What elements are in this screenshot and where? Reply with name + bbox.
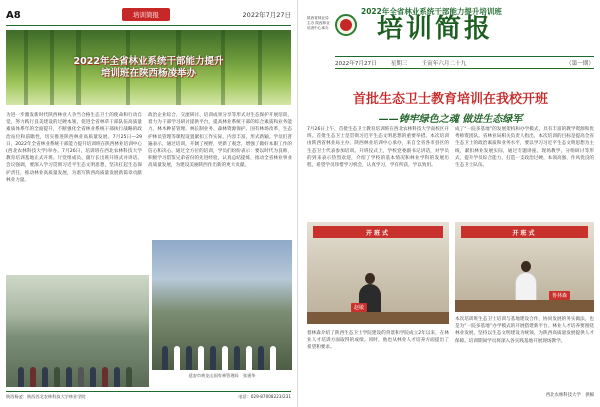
event-banner: 开班式 (461, 226, 588, 238)
issue-info-bar (335, 56, 594, 69)
left-page-footer (6, 391, 291, 401)
banner-title: 2022年全省林业系统干部能力提升 培训班在陕西杨凌举办 (73, 56, 224, 79)
org-title: 2022年全省林业系统干部能力提升培训班 (361, 7, 502, 16)
nameplate: 赵敏 (351, 303, 367, 312)
header-date: 2022年7月27日 (242, 11, 291, 19)
photo-caption: 延安市黄龙山国有林管理局 张建华 (188, 373, 256, 378)
issue-number: （第一期） (566, 60, 594, 67)
article-column-1: 7月26日上午，首批生态卫士教育培训班在西北农林科技大学南校区开班。首批生态卫士是贯彻习近平生态文明思想的重要举措。本次培训由陕西省林业局主办，陕西林业培训中心承办，来自全省各市县区的生态卫士代表参加培训。开班仪式上，学校党委副书记讲话，对学员的到来表示热烈欢迎，介绍了学校的基本情况和林业学科的发展历程，希望学员珍惜学习机会，认真学习，学有所获，学以致用。 (307, 127, 449, 169)
section-badge: 培训简报 (122, 8, 170, 21)
masthead-title: 培训简报 (377, 14, 494, 44)
subheadline: ——铸牢绿色之魂 做进生态绿军 (378, 114, 523, 125)
issue-weekday: 星期三 (390, 60, 408, 67)
headline: 首批生态卫士教育培训在我校开班 (352, 92, 548, 107)
article-column-2: 政治企业综合、交流研讨、培训成果分享等形式对生态保护开展培训，着力为干部学习研讨提供平台，提高林业系统干部的综合素质和业务能力。林木种苗管理、林长制业务、森林资源保护、国有林场改革、生态护林员管理等课程设置紧扣工作实际，内容丰富，形式新颖。学员们普遍表示，通过培训，开阔了视野，更新了观念，增强了做好本职工作的信心和决心。通过全方位的培训，学员们纷纷表示：要以时代为良师，积极学习借鉴兄弟省份的先进经验，认真总结提炼，推动全省林业事业高质量发展，为建设美丽陕西作出新的更大贡献。 (148, 113, 292, 169)
article-column-4: 本次培训班生态卫士培训与基地建设合作，协同发展的务实做法，也是为“一院多基地”办学模式的开展搭建新平台。林业人才培养要围绕林业发展，坚持以生态文明建设为统领，为陕西高质量发展提供人才保障。培训期间学员将深入各实践基地开展现场教学。 (455, 317, 594, 344)
bamboo-banner (6, 30, 291, 105)
right-page (301, 0, 600, 407)
article-column-3: 督林森介绍了陕西生态卫士学院建设的背景和学院成立2年以来，在林业人才培训方面取得的成绩。同时，他也从林业人才培养方面提出了希望和要求。 (307, 331, 449, 351)
event-banner: 开班式 (313, 226, 443, 238)
group-photo-right (152, 240, 292, 370)
nameplate: 鲁林森 (549, 291, 570, 300)
page-number: A8 (6, 10, 21, 21)
issue-lunar-date: 壬寅年六月二十九 (421, 60, 467, 67)
footer-address: 陕西杨凌：陕西西北农林科技大学林业学院 (6, 393, 86, 399)
speaker-photo-right (455, 222, 594, 312)
masthead-side-text: 陕西省林业局主办 陕西林业培训中心承办 (307, 16, 330, 30)
left-page-header (6, 6, 291, 26)
issue-date: 2022年7月27日 (335, 60, 377, 67)
speaker-photo-left (307, 222, 449, 324)
group-photo-left (6, 275, 149, 387)
article-column-2: 成了“一院多基地”的发展架构和办学模式，具有丰富的教学资源和优秀师资团队。省林业局相关负责人指出，本次培训的目标是提高全省生态卫士的政治素质和业务水平，要以学习习近平生态文明思想为主线，紧扣林业发展实际，通过专题讲座、现场教学、分组研讨等形式，提升学员综合能力，打造一支政治过硬、本领高强、作风优良的生态卫士队伍。 (455, 127, 594, 169)
article-column-1: 为进一步激发新时代陕西林业人争当合格生态卫士的使命和行动自觉，努力践行良美建设的过硬本领，促进全省林草干部队伍高质量素质体系年的全面提升，不断强化全省林业系统干部执行战略的政治站位和前瞻性，切实推进陕西林业高质量发展。7月25日—29日，2022年全省林业系统干部能力提升培训班在陕西林业培训中心(西北农林科技大学)举办。7月26日，培训班在西北农林科技大学教育培训基地正式开班。厅党组成员、副厅长出席开班式并讲话。会议强调，要深入学习贯彻习近平生态文明思想，坚决扛起生态保护责任，推动林业高质量发展，为谱写陕西高质量发展新篇章贡献林业力量。 (6, 113, 142, 183)
emblem-icon (335, 14, 357, 36)
left-page (0, 0, 298, 407)
footer-phone: 电话：029-87008223/231 (238, 393, 291, 399)
right-page-footer: 西北农林科技大学 供稿 (545, 393, 594, 398)
